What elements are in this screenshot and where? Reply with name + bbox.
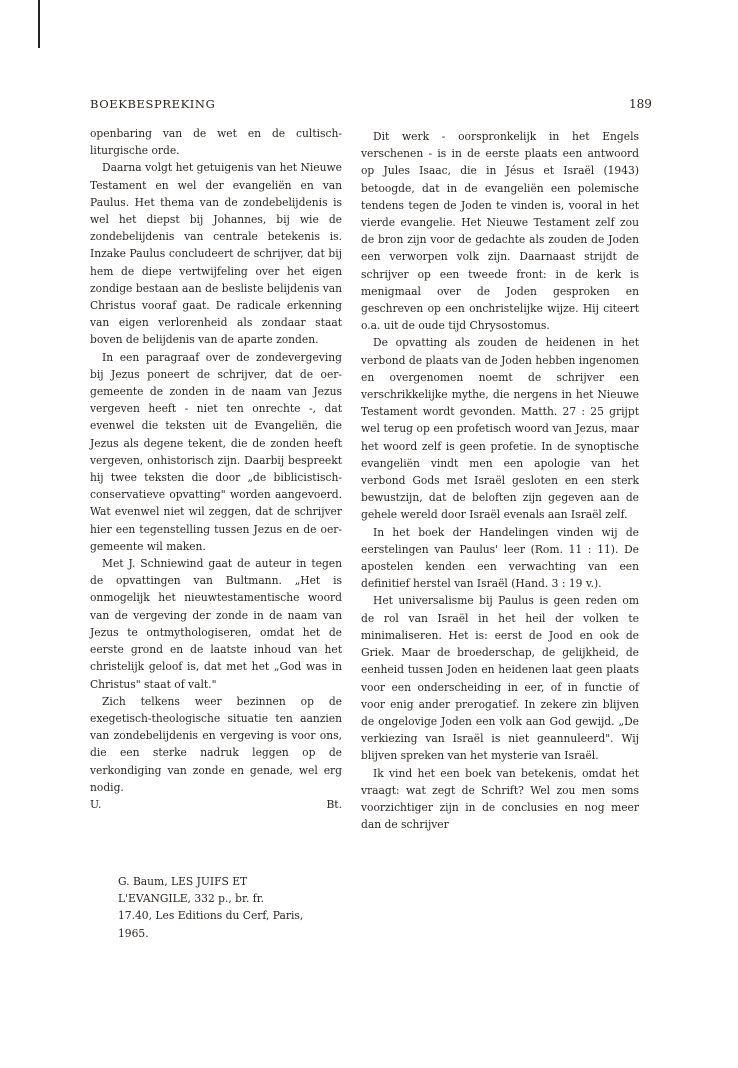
paragraph: In een paragraaf over de zondevergeving bij Jezus poneert de schrijver, dat de oer-gemeente de zonden in de naam van Jezus vergeven heeft - niet ten onrechte -, dat evenwel die teksten uit de Evangeliën, die Jezus als degene tekent, die de zonden heeft vergeven, onhistorisch zijn. Daarbij bespreekt hij twee teksten die door „de biblicistisch-conservatieve opvatting" worden aangevoerd. Wat evenwel niet wil zeggen, dat de schrijver hier een tegenstelling tussen Jezus en de oer-gemeente wil maken.: [90, 350, 342, 553]
book-reference-line: 17.40, Les Editions du Cerf, Paris,: [118, 909, 304, 923]
running-title: BOEKBESPREKING: [90, 97, 216, 111]
paragraph: Ik vind het een boek van betekenis, omdat het vraagt: wat zegt de Schrift? Wel zou men soms voorzichtiger zijn in de conclusies en nog meer dan de schrijver: [361, 766, 639, 832]
book-reference-line: L'EVANGILE, 332 p., br. fr.: [118, 892, 265, 906]
paragraph: Dit werk - oorspronkelijk in het Engels verschenen - is in de eerste plaats een antwoord op Jules Isaac, die in Jésus et Israël (1943) betoogde, dat in de evangeliën een polemische tendens tegen de Joden te vinden is, vooral in het vierde evangelie. Het Nieuwe Testament zelf zou de bron zijn voor de gedachte als zouden de Joden een verworpen volk zijn. Daarnaast strijdt de schrijver op een tweede front: in de kerk is menigmaal over de Joden gesproken en geschreven op een onchristelijke wijze. Hij citeert o.a. uit de oude tijd Chrysostomus.: [361, 130, 639, 333]
paragraph: De opvatting als zouden de heidenen in het verbond de plaats van de Joden hebben ingenomen en overgenomen noemt de schrijver een verschrikkelijke mythe, die nergens in het Nieuwe Testament wordt gevonden. Matth. 27 : 25 grijpt wel terug op een profetisch woord van Jezus, maar het woord zelf is geen profetie. In de synoptische evangeliën vindt men een apologie van het verbond Gods met Israël gesloten en een sterk bewustzijn, dat de beloften zijn gegeven aan de gehele wereld door Israël evenals aan Israël zelf.: [361, 336, 639, 522]
paragraph: openbaring van de wet en de cultisch-liturgische orde.: [90, 127, 342, 158]
page-edge-line: [38, 0, 40, 48]
signature-initial-left: U.: [90, 797, 102, 811]
paragraph: Zich telkens weer bezinnen op de exegetisch-theologische situatie ten aanzien van zondebelijdenis en vergeving is voor ons, die een sterke nadruk leggen op de verkondiging van zonde en genade, wel erg nodig.: [90, 694, 342, 794]
signature-initial-right: Bt.: [326, 797, 342, 811]
page-number: 189: [629, 97, 652, 111]
right-column: [361, 128, 639, 833]
book-reference: [118, 873, 340, 942]
book-reference-line: G. Baum, LES JUIFS ET: [118, 875, 248, 888]
left-column: [90, 125, 342, 813]
paragraph: Daarna volgt het getuigenis van het Nieuwe Testament en wel der evangeliën en van Paulus. Het thema van de zondebelijdenis is wel het diepst bij Johannes, bij wie de zondebelijdenis van centrale betekenis is. Inzake Paulus concludeert de schrijver, dat bij hem de diepe vertwijfeling over het eigen zondige bestaan aan de besliste belijdenis van Christus vooraf gaat. De radicale erkenning van eigen verlorenheid als zondaar staat boven de belijdenis van de aparte zonden.: [90, 161, 342, 347]
book-reference-line: 1965.: [118, 926, 149, 940]
paragraph: Met J. Schniewind gaat de auteur in tegen de opvattingen van Bultmann. „Het is onmogelijk het nieuwtestamentische woord van de vergeving der zonde in de naam van Jezus te ontmythologiseren, omdat het de eerste grond en de laatste inhoud van het christelijk geloof is, dat met het „God was in Christus" staat of valt.": [90, 557, 342, 691]
paragraph: Het universalisme bij Paulus is geen reden om de rol van Israël in het heil der volken te minimaliseren. Het is: eerst de Jood en ook de Griek. Maar de broederschap, de gelijkheid, de eenheid tussen Joden en heidenen laat geen plaats voor een onderscheiding in eer, of in functie of voor enig ander prerogatief. In zekere zin blijven de ongelovige Joden een volk aan God gewijd. „De verkiezing van Israël is niet geannuleerd". Wij blijven spreken van het mysterie van Israël.: [361, 594, 639, 763]
paragraph: In het boek der Handelingen vinden wij de eerstelingen van Paulus' leer (Rom. 11 : 11). De apostelen kenden een verwachting van een definitief herstel van Israël (Hand. 3 : 19 v.).: [361, 525, 639, 591]
review-signature: [90, 796, 342, 813]
